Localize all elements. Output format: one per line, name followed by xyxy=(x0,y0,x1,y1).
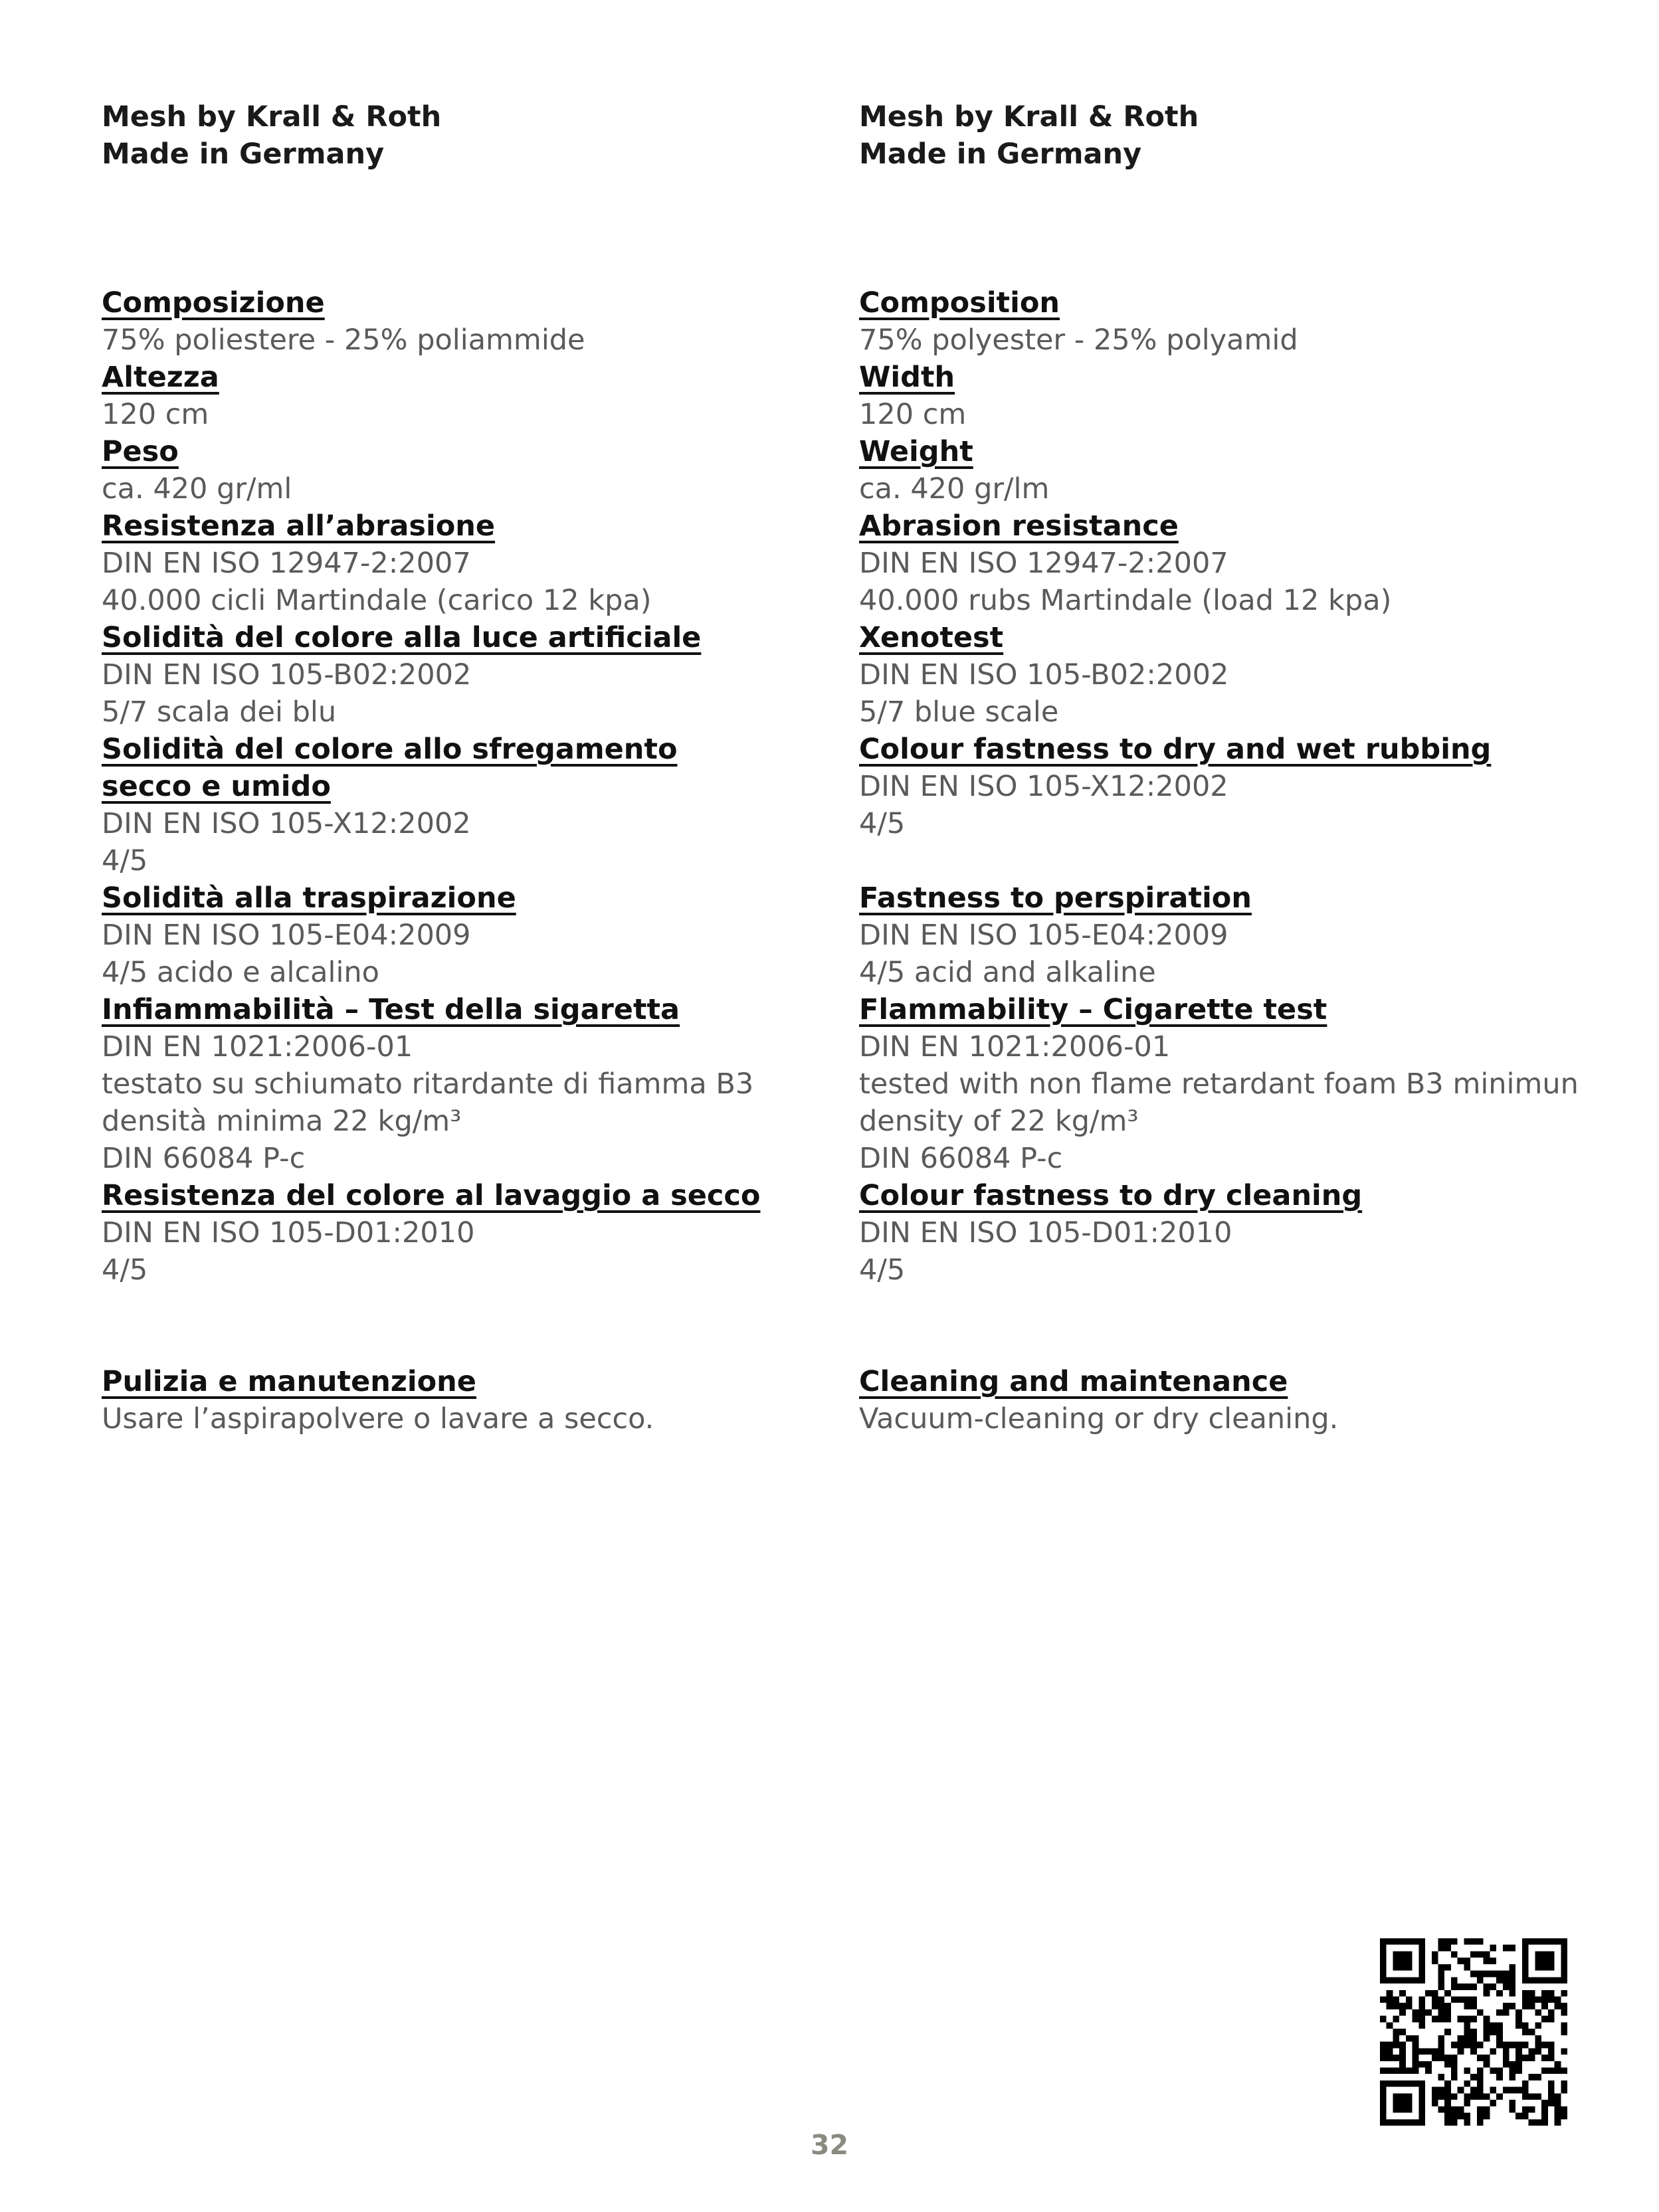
brand-origin: Made in Germany xyxy=(102,138,385,171)
spacer xyxy=(859,842,1623,879)
care-heading: Cleaning and maintenance xyxy=(859,1365,1288,1398)
spec-value: 40.000 cicli Martindale (carico 12 kpa) xyxy=(102,584,652,617)
spec-value: densità minima 22 kg/m³ xyxy=(102,1105,462,1138)
spec-list xyxy=(859,284,1623,1289)
spec-value: DIN EN ISO 105-D01:2010 xyxy=(102,1216,475,1249)
spec-heading: Altezza xyxy=(102,361,219,394)
spec-value: ca. 420 gr/ml xyxy=(102,472,292,506)
spec-value: 120 cm xyxy=(102,398,209,431)
spec-value: density of 22 kg/m³ xyxy=(859,1105,1139,1138)
care-heading: Pulizia e manutenzione xyxy=(102,1365,476,1398)
spec-value: DIN EN ISO 105-X12:2002 xyxy=(859,770,1228,803)
spec-heading: Resistenza all’abrasione xyxy=(102,509,496,543)
spec-value: tested with non flame retardant foam B3 minimun xyxy=(859,1067,1579,1101)
spec-heading: Solidità del colore allo sfregamento secco e umido xyxy=(102,733,678,803)
spec-value: DIN EN ISO 105-B02:2002 xyxy=(102,658,472,691)
spec-value: 4/5 xyxy=(859,807,906,840)
spec-value: DIN EN ISO 105-E04:2009 xyxy=(859,919,1228,952)
spec-column-english xyxy=(859,98,1623,1437)
spec-value: DIN EN ISO 105-B02:2002 xyxy=(859,658,1229,691)
spec-list xyxy=(102,284,766,1289)
spec-column-italian xyxy=(102,98,766,1437)
spec-value: 75% polyester - 25% polyamid xyxy=(859,323,1298,357)
spec-value: DIN EN 1021:2006-01 xyxy=(859,1030,1171,1063)
brand-name: Mesh by Krall & Roth xyxy=(102,100,442,134)
spec-value: DIN EN ISO 105-E04:2009 xyxy=(102,919,471,952)
spec-heading: Colour fastness to dry and wet rubbing xyxy=(859,733,1492,766)
spec-heading: Composition xyxy=(859,286,1060,320)
spec-value: DIN 66084 P-c xyxy=(859,1142,1063,1175)
spec-heading: Flammability – Cigarette test xyxy=(859,993,1327,1026)
spec-heading: Width xyxy=(859,361,955,394)
spec-heading: Weight xyxy=(859,435,973,468)
spec-value: DIN 66084 P-c xyxy=(102,1142,306,1175)
spec-value: DIN EN ISO 12947-2:2007 xyxy=(102,547,471,580)
spec-value: 120 cm xyxy=(859,398,967,431)
spec-value: 4/5 acid and alkaline xyxy=(859,956,1156,989)
care-text: Usare l’aspirapolvere o lavare a secco. xyxy=(102,1402,654,1435)
spec-value: 4/5 xyxy=(102,844,148,877)
spec-heading: Composizione xyxy=(102,286,325,320)
spec-heading: Colour fastness to dry cleaning xyxy=(859,1179,1363,1212)
spec-value: 40.000 rubs Martindale (load 12 kpa) xyxy=(859,584,1392,617)
spec-value: DIN EN ISO 105-D01:2010 xyxy=(859,1216,1232,1249)
care-section xyxy=(859,1363,1623,1437)
spec-heading: Solidità alla traspirazione xyxy=(102,881,516,915)
spec-heading: Fastness to perspiration xyxy=(859,881,1252,915)
spec-heading: Resistenza del colore al lavaggio a secco xyxy=(102,1179,761,1212)
spec-value: 4/5 acido e alcalino xyxy=(102,956,379,989)
brand-origin: Made in Germany xyxy=(859,138,1142,171)
care-section xyxy=(102,1363,766,1437)
spec-value: DIN EN ISO 12947-2:2007 xyxy=(859,547,1228,580)
spec-value: DIN EN 1021:2006-01 xyxy=(102,1030,413,1063)
brand-block xyxy=(859,98,1623,173)
brand-block xyxy=(102,98,766,173)
spec-value: testato su schiumato ritardante di fiamma B3 xyxy=(102,1067,754,1101)
spec-heading: Solidità del colore alla luce artificiale xyxy=(102,621,702,654)
page-number: 32 xyxy=(810,2129,849,2161)
spec-value: 75% poliestere - 25% poliammide xyxy=(102,323,585,357)
spec-value: ca. 420 gr/lm xyxy=(859,472,1050,506)
spec-heading: Peso xyxy=(102,435,179,468)
qr-code-icon[interactable] xyxy=(1380,1938,1567,2126)
spec-heading: Xenotest xyxy=(859,621,1004,654)
spec-value: 5/7 blue scale xyxy=(859,695,1059,729)
spec-heading: Infiammabilità – Test della sigaretta xyxy=(102,993,680,1026)
spec-value: DIN EN ISO 105-X12:2002 xyxy=(102,807,471,840)
care-text: Vacuum-cleaning or dry cleaning. xyxy=(859,1402,1339,1435)
spec-value: 4/5 xyxy=(859,1253,906,1287)
spec-value: 4/5 xyxy=(102,1253,148,1287)
spec-heading: Abrasion resistance xyxy=(859,509,1179,543)
brand-name: Mesh by Krall & Roth xyxy=(859,100,1199,134)
spec-value: 5/7 scala dei blu xyxy=(102,695,337,729)
